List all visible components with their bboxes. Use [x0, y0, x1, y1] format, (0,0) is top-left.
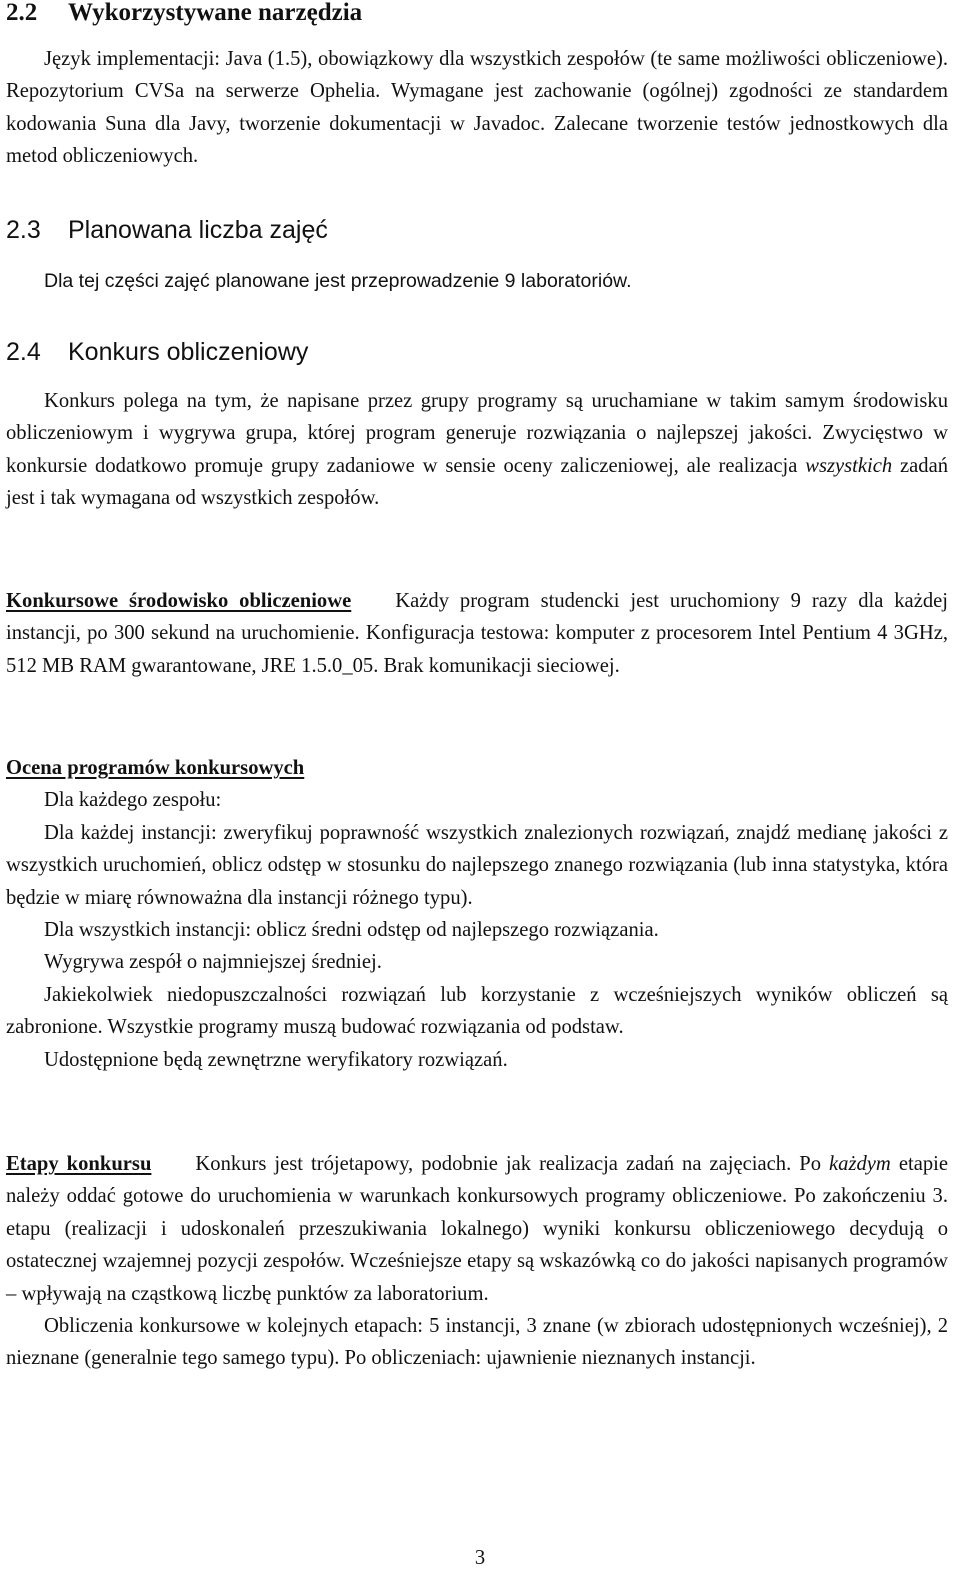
- section-title: Konkurs obliczeniowy: [68, 338, 309, 366]
- emphasis-text: każdym: [829, 1153, 891, 1175]
- section-heading-2-4: [6, 337, 308, 367]
- paragraph-text: etapie należy oddać gotowe do uruchomienia w warunkach konkursowych programy obliczeniowe. Po zakończeniu 3. etapu (realizacji i udoskonaleń przeszukiwania lokalnego) wyniki konkursu obliczeniowego decydują o ostatecznej wzajemnej pozycji zespołów. Wcześniejsze etapy są wskazówką co do jakości napisanych programów – wpływają na cząstkową liczbę punktów za laboratorium.: [6, 1153, 949, 1305]
- evaluation-line: Udostępnione będą zewnętrzne weryfikatory rozwiązań.: [44, 1048, 508, 1071]
- paragraph-text: Konkurs polega na tym, że napisane przez grupy programy są uruchamiane w takim samym środowisku obliczeniowym i wygrywa grupa, której program generuje rozwiązania o najlepszej jakości. Zwycięstwo w konkursie dodatkowo promuje grupy zadaniowe w sensie oceny zaliczeniowej, ale realizacja: [6, 390, 948, 477]
- paragraph-text: Konkurs jest trójetapowy, podobnie jak realizacja zadań na zajęciach. Po: [195, 1153, 830, 1175]
- section-number: 2.2: [6, 0, 38, 26]
- section-2-2-paragraph: Język implementacji: Java (1.5), obowiązkowy dla wszystkich zespołów (te same możliwości obliczeniowe). Repozytorium CVSa na serwerze Ophelia. Wymagane jest zachowanie (ogólnej) zgodności ze standardem kodowania Suna dla Javy, tworzenie dokumentacji w Javadoc. Zalecane tworzenie testów jednostkowych dla metod obliczeniowych.: [6, 48, 948, 168]
- stages-paragraph-2: Obliczenia konkursowe w kolejnych etapach: 5 instancji, 3 znane (w zbiorach udostępnionych wcześniej), 2 nieznane (generalnie tego samego typu). Po obliczeniach: ujawnienie nieznanych instancji.: [6, 1315, 948, 1370]
- evaluation-line: Dla wszystkich instancji: oblicz średni odstęp od najlepszego rozwiązania.: [44, 919, 659, 942]
- section-number: 2.4: [6, 338, 41, 366]
- evaluation-heading: Ocena programów konkursowych: [6, 757, 305, 779]
- environment-text: Każdy program studencki jest uruchomiony 9 razy dla każdej instancji, po 300 sekund na uruchomienie. Konfiguracja testowa: komputer z procesorem Intel Pentium 4 3GHz, 512 MB RAM gwarantowane, JRE 1.5.0_05. Brak komunikacji sieciowej.: [6, 590, 948, 677]
- paragraph-text: zadań jest i tak wymagana od wszystkich zespołów.: [6, 454, 949, 510]
- page-number: 3: [474, 1547, 486, 1569]
- evaluation-block: [6, 752, 948, 1076]
- evaluation-line: Dla każdej instancji: zweryfikuj poprawność wszystkich znalezionych rozwiązań, znajdź medianę jakości z wszystkich uruchomień, oblicz odstęp w stosunku do najlepszego znanego rozwiązania (lub inna statystyka, która będzie w miarę równoważna dla instancji różnego typu).: [6, 821, 948, 909]
- stages-heading: Etapy konkursu: [6, 1153, 152, 1175]
- evaluation-line: Wygrywa zespół o najmniejszej średniej.: [44, 951, 382, 974]
- section-title: Wykorzystywane narzędzia: [68, 0, 363, 26]
- stages-block: [6, 1148, 948, 1375]
- emphasis-text: wszystkich: [805, 454, 893, 477]
- section-heading-2-3: [6, 215, 328, 245]
- stages-paragraph: [6, 1148, 948, 1310]
- evaluation-heading-line: [6, 752, 948, 784]
- section-2-3-paragraph: Dla tej części zajęć planowane jest przeprowadzenie 9 laboratoriów.: [44, 270, 632, 292]
- evaluation-line: Dla każdego zespołu:: [44, 789, 222, 812]
- environment-paragraph: [6, 585, 948, 682]
- section-heading-2-2: [6, 0, 362, 28]
- section-2-4-paragraph: [6, 385, 948, 515]
- section-title: Planowana liczba zajęć: [68, 216, 328, 244]
- evaluation-line: Jakiekolwiek niedopuszczalności rozwiązań lub korzystanie z wcześniejszych wyników obliczeń są zabronione. Wszystkie programy muszą budować rozwiązania od podstaw.: [6, 983, 948, 1039]
- environment-heading: Konkursowe środowisko obliczeniowe: [6, 590, 352, 612]
- section-number: 2.3: [6, 216, 41, 244]
